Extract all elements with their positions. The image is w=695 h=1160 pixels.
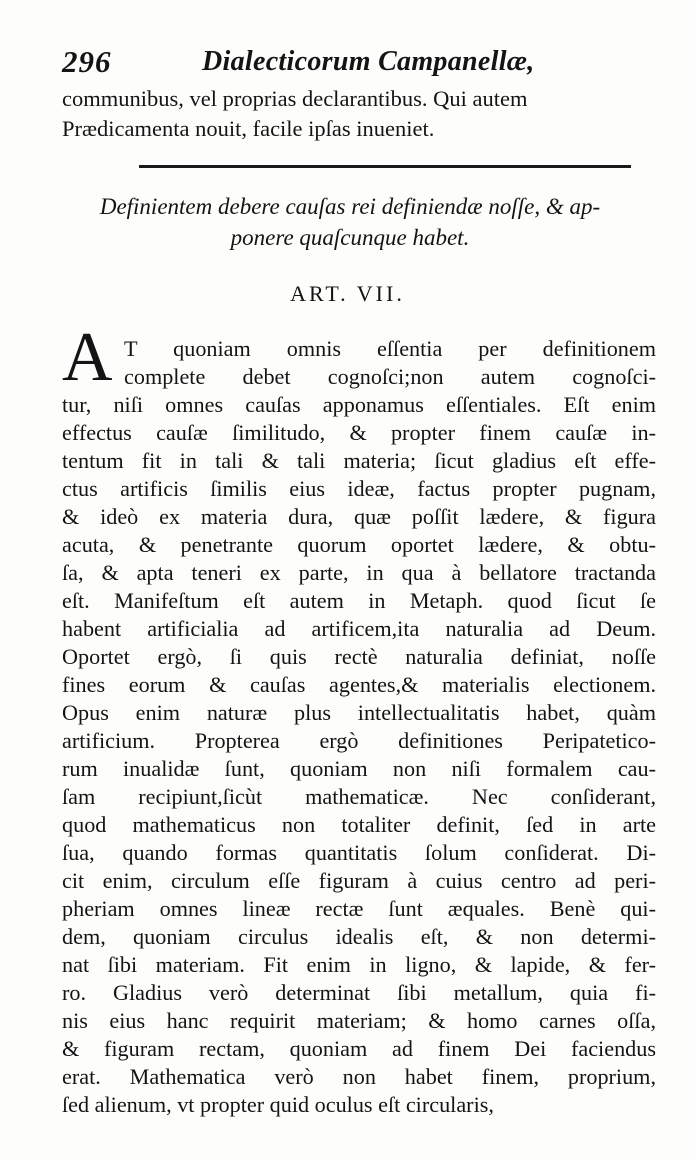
text-line: fines eorum & cauſas agentes,& materialis electionem. [62, 672, 656, 697]
text-line: communibus, vel proprias declarantibus. Qui autem [62, 86, 528, 111]
running-title: Dialecticorum Campanellæ, [202, 46, 535, 77]
text-line: dem, quoniam circulus idealis eſt, & non determi- [62, 924, 656, 949]
text-line: complete debet cognoſci;non autem cognoſci- [124, 364, 656, 389]
page-number: 296 [62, 44, 112, 79]
text-line: T quoniam omnis eſſentia per definitionem [124, 336, 656, 361]
text-line: rum inualidæ ſunt, quoniam non niſi formalem cau- [62, 756, 656, 781]
body-text [62, 335, 656, 1119]
text-line: tentum fit in tali & tali materia; ſicut gladius eſt effe- [62, 448, 656, 473]
text-line: effectus cauſæ ſimilitudo, & propter finem cauſæ in- [62, 420, 656, 445]
text-line: Opus enim naturæ plus intellectualitatis habet, quàm [62, 700, 656, 725]
text-line: Oportet ergò, ſi quis rectè naturalia definiat, noſſe [62, 644, 656, 669]
page-header [62, 44, 662, 84]
text-line: & figuram rectam, quoniam ad finem Dei faciendus [62, 1036, 656, 1061]
continuation-text [62, 84, 656, 144]
text-line: & ideò ex materia dura, quæ poſſit lædere, & figura [62, 504, 656, 529]
text-line: Prædicamenta nouit, facile ipſas inueniet. [62, 116, 435, 141]
drop-cap: A [62, 319, 113, 396]
text-line: quod mathematicus non totaliter definit, ſed in arte [62, 812, 656, 837]
text-line: ſua, quando formas quantitatis ſolum conſiderat. Di- [62, 840, 656, 865]
section-subtitle [40, 191, 660, 253]
text-line: nat ſibi materiam. Fit enim in ligno, & lapide, & fer- [62, 952, 656, 977]
text-line: pheriam omnes lineæ rectæ ſunt æquales. Benè qui- [62, 896, 656, 921]
text-line: nis eius hanc requirit materiam; & homo carnes oſſa, [62, 1008, 656, 1033]
text-line: cit enim, circulum eſſe figuram à cuius centro ad peri- [62, 868, 656, 893]
text-line: acuta, & penetrante quorum oportet lædere, & obtu- [62, 532, 656, 557]
text-line: ſa, & apta teneri ex parte, in qua à bellatore tractanda [62, 560, 656, 585]
subtitle-line: ponere quaſcunque habet. [230, 225, 470, 250]
subtitle-line: Definientem debere cauſas rei definiendæ noſſe, & ap- [99, 194, 601, 219]
text-line: ro. Gladius verò determinat ſibi metallum, quia fi- [62, 980, 656, 1005]
text-line: artificium. Propterea ergò definitiones Peripatetico- [62, 728, 656, 753]
section-rule [139, 165, 631, 168]
text-line: erat. Mathematica verò non habet finem, proprium, [62, 1064, 656, 1089]
article-heading: ART. VII. [290, 281, 405, 306]
text-line: eſt. Manifeſtum eſt autem in Metaph. quod ſicut ſe [62, 588, 656, 613]
text-line: tur, niſi omnes cauſas apponamus eſſentiales. Eſt enim [62, 392, 656, 417]
text-line: ſed alienum, vt propter quid oculus eſt circularis, [62, 1092, 494, 1117]
text-line: habent artificialia ad artificem,ita naturalia ad Deum. [62, 616, 656, 641]
text-line: ctus artificis ſimilis eius ideæ, factus propter pugnam, [62, 476, 656, 501]
text-line: ſam recipiunt,ſicùt mathematicæ. Nec conſiderant, [62, 784, 656, 809]
